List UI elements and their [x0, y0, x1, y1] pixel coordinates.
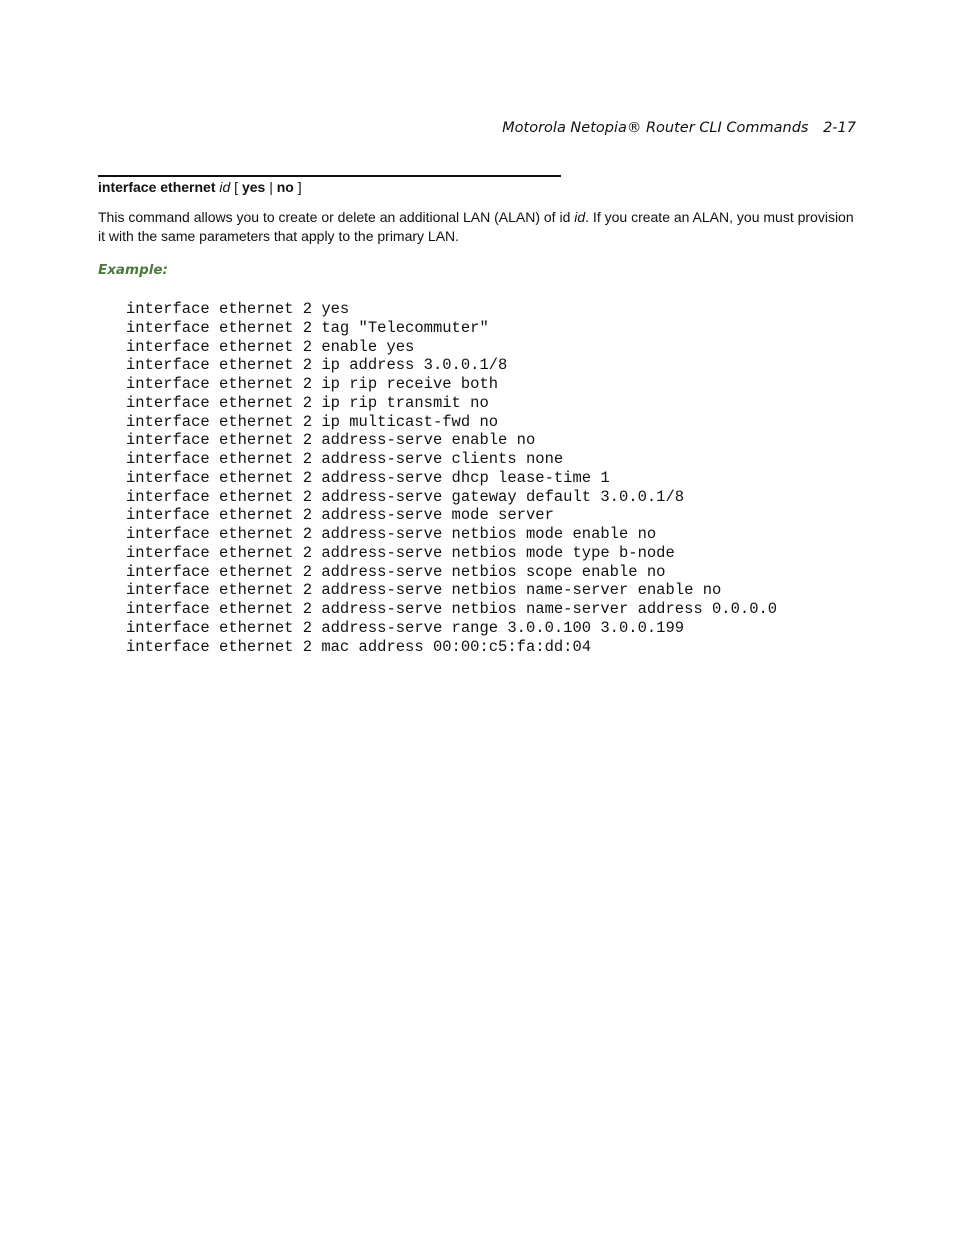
- code-line: interface ethernet 2 address-serve netbios mode enable no: [126, 525, 657, 543]
- code-line: interface ethernet 2 ip multicast-fwd no: [126, 412, 499, 431]
- code-line: interface ethernet 2 address-serve gateway default 3.0.0.1/8: [126, 487, 685, 506]
- code-line: interface ethernet 2 tag "Telecommuter": [126, 318, 489, 337]
- code-line: interface ethernet 2 yes: [126, 300, 350, 318]
- example-label: Example:: [98, 262, 168, 278]
- code-line: interface ethernet 2 address-serve clients none: [126, 450, 564, 468]
- bracket-open: [: [234, 179, 239, 195]
- option-no: no: [276, 179, 294, 195]
- bracket-close: ]: [297, 179, 302, 195]
- command-argument-id: id: [219, 179, 231, 195]
- document-title: Motorola Netopia® Router CLI Commands: [502, 120, 809, 136]
- code-example: [126, 300, 777, 656]
- command-keyword: interface ethernet: [98, 179, 216, 195]
- code-line: interface ethernet 2 address-serve dhcp lease-time 1: [126, 468, 610, 487]
- option-separator: |: [269, 179, 273, 195]
- description-text-after: . If you create an ALAN, you must provision it with the same parameters that apply to the primary LAN.: [98, 209, 854, 244]
- code-line: interface ethernet 2 address-serve netbios mode type b-node: [126, 543, 675, 562]
- option-yes: yes: [241, 179, 266, 195]
- code-line: interface ethernet 2 address-serve netbios name-server address 0.0.0.0: [126, 600, 778, 618]
- code-line: interface ethernet 2 ip rip receive both: [126, 375, 499, 393]
- code-line: interface ethernet 2 enable yes: [126, 337, 415, 356]
- code-line: interface ethernet 2 mac address 00:00:c5:fa:dd:04: [126, 637, 592, 656]
- code-line: interface ethernet 2 address-serve netbios name-server enable no: [126, 581, 722, 600]
- description-argument: id: [574, 209, 586, 225]
- code-line: interface ethernet 2 ip rip transmit no: [126, 393, 489, 412]
- command-syntax: [98, 178, 302, 196]
- code-line: interface ethernet 2 address-serve enable no: [126, 431, 536, 450]
- command-description: [98, 208, 863, 246]
- code-line: interface ethernet 2 address-serve range 3.0.0.100 3.0.0.199: [126, 618, 685, 637]
- section-divider: [98, 175, 561, 177]
- description-text-before: This command allows you to create or delete an additional LAN (ALAN) of id: [98, 209, 575, 225]
- code-line: interface ethernet 2 ip address 3.0.0.1/8: [126, 356, 508, 375]
- page-number: 2-17: [823, 120, 856, 136]
- code-line: interface ethernet 2 address-serve mode server: [126, 506, 554, 525]
- code-line: interface ethernet 2 address-serve netbios scope enable no: [126, 562, 666, 581]
- running-header: [502, 120, 856, 136]
